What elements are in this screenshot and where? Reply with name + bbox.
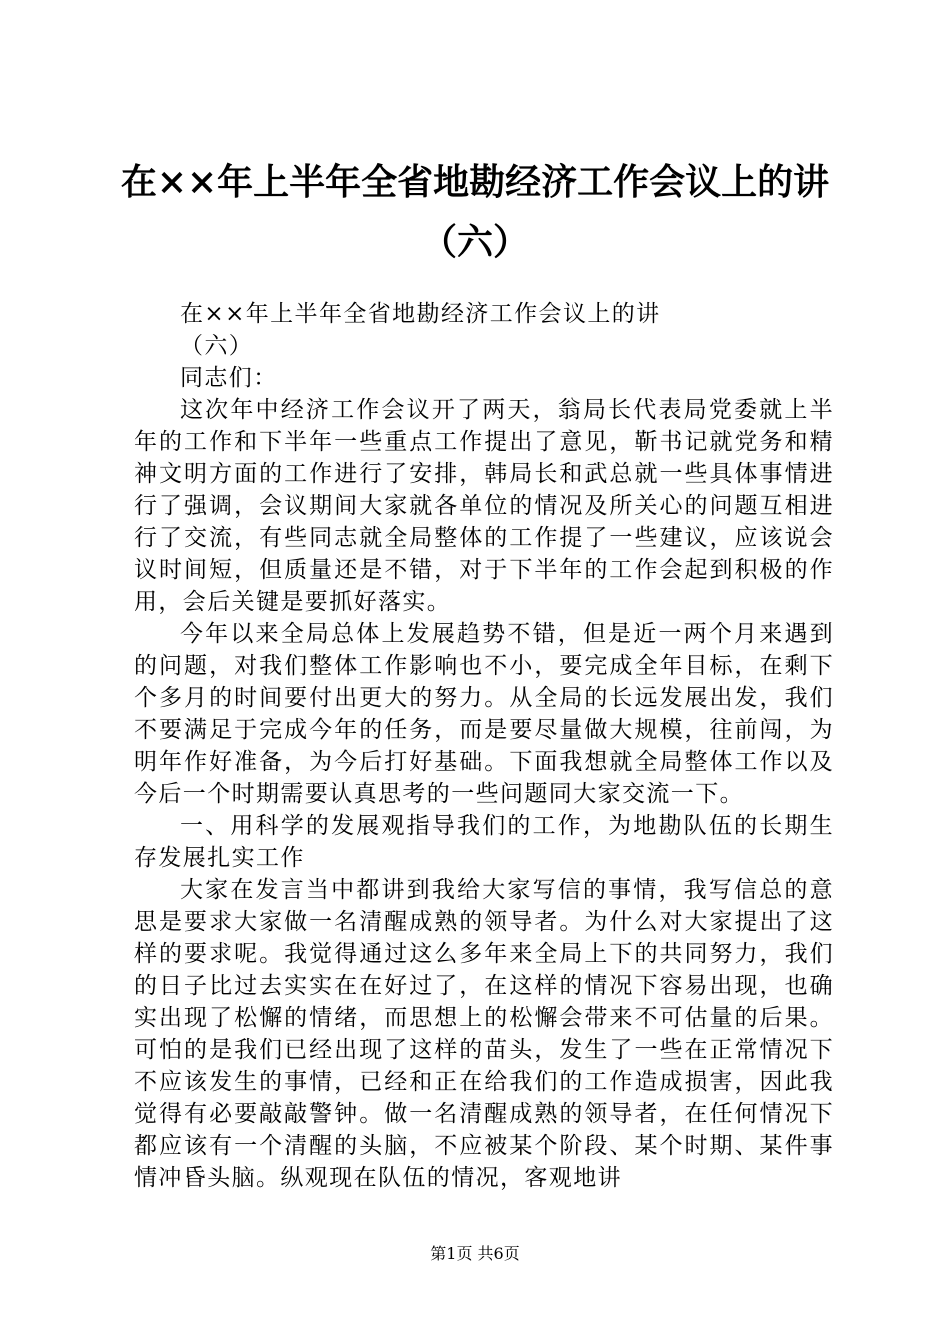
subtitle-line1: 在××年上半年全省地勘经济工作会议上的讲 <box>180 301 661 327</box>
document-body <box>134 298 834 1194</box>
document-title-line1: 在××年上半年全省地勘经济工作会议上的讲 <box>120 161 830 203</box>
section-heading: 一、用科学的发展观指导我们的工作，为地勘队伍的长期生存发展扎实工作 <box>134 813 834 871</box>
document-title-line2: （六） <box>420 221 529 263</box>
paragraph: 大家在发言当中都讲到我给大家写信的事情，我写信总的意思是要求大家做一名清醒成熟的领导者。为什么对大家提出了这样的要求呢。我觉得通过这么多年来全局上下的共同努力，我们的日子比过去实实在在好过了，在这样的情况下容易出现，也确实出现了松懈的情绪，而思想上的松懈会带来不可估量的后果。可怕的是我们已经出现了这样的苗头，发生了一些在正常情况下不应该发生的事情，已经和正在给我们的工作造成损害，因此我觉得有必要敲敲警钟。做一名清醒成熟的领导者，在任何情况下都应该有一个清醒的头脑，不应被某个阶段、某个时期、某件事情冲昏头脑。纵观现在队伍的情况，客观地讲 <box>134 877 834 1191</box>
page-footer: 第1页 共6页 <box>430 1244 520 1263</box>
paragraph: 今年以来全局总体上发展趋势不错，但是近一两个月来遇到的问题，对我们整体工作影响也不小，要完成全年目标，在剩下个多月的时间要付出更大的努力。从全局的长远发展出发，我们不要满足于完成今年的任务，而是要尽量做大规模，往前闯，为明年作好准备，为今后打好基础。下面我想就全局整体工作以及今后一个时期需要认真思考的一些问题同大家交流一下。 <box>134 621 834 807</box>
paragraph: 这次年中经济工作会议开了两天，翁局长代表局党委就上半年的工作和下半年一些重点工作提出了意见，靳书记就党务和精神文明方面的工作进行了安排，韩局长和武总就一些具体事情进行了强调，会议期间大家就各单位的情况及所关心的问题互相进行了交流，有些同志就全局整体的工作提了一些建议，应该说会议时间短，但质量还是不错，对于下半年的工作会起到积极的作用，会后关键是要抓好落实。 <box>134 397 834 615</box>
salutation: 同志们： <box>180 365 278 391</box>
subtitle-line2: （六） <box>180 333 254 359</box>
